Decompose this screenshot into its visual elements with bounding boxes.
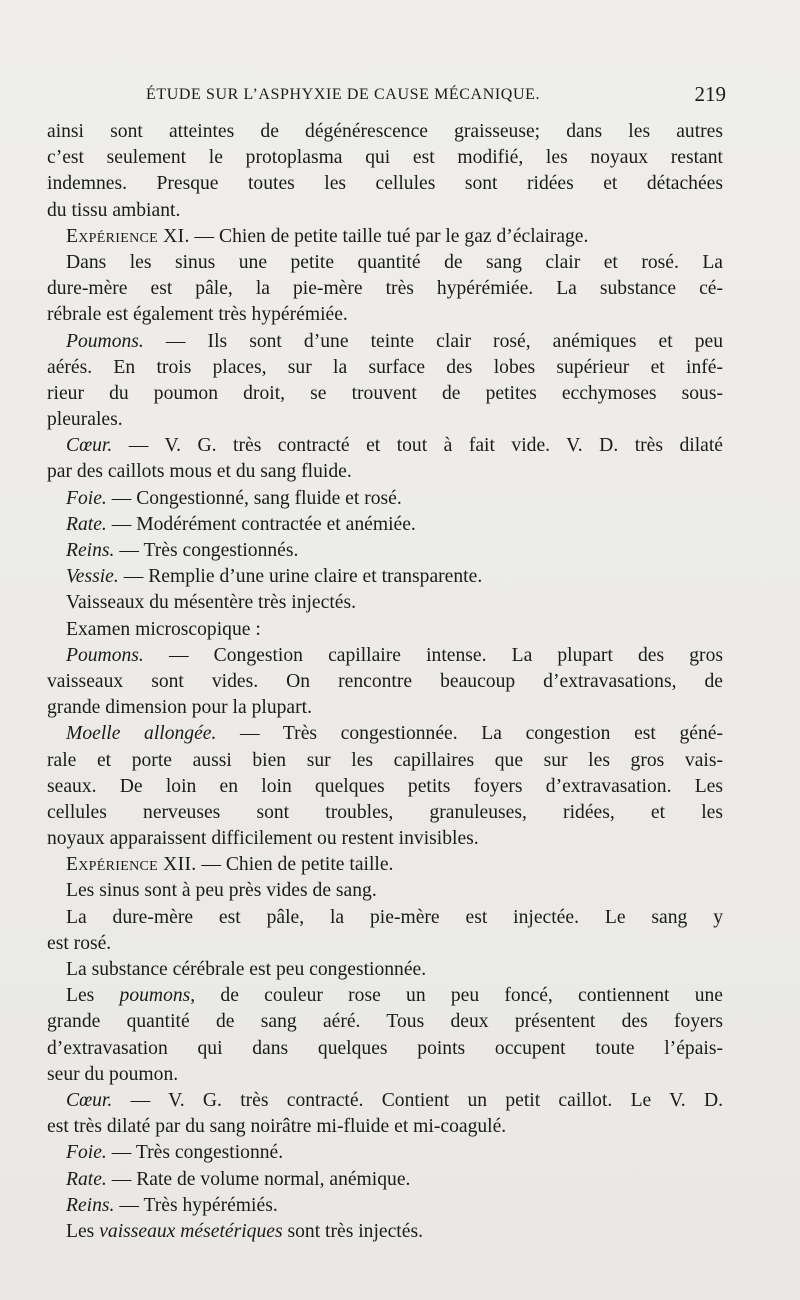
line-text: — V. G. très contracté et tout à fait vide. V. D. très dilaté — [112, 435, 723, 457]
line-text: — Très congestionnés. — [114, 540, 299, 561]
line-text: est rosé. — [47, 932, 112, 954]
line-text: du tissu ambiant. — [47, 199, 181, 221]
line-text: — Très congestionné. — [106, 1142, 284, 1164]
text-line — [47, 905, 723, 931]
line-text: rébrale est également très hypérémiée. — [47, 304, 348, 326]
section-label: Reins. — [66, 540, 115, 561]
text-line — [47, 826, 723, 852]
text-line — [47, 878, 723, 904]
text-line — [47, 329, 723, 355]
line-text: Dans les sinus une petite quantité de sang clair et rosé. La — [66, 251, 723, 273]
page-header — [146, 82, 726, 110]
line-text: — Remplie d’une urine claire et transparente. — [118, 566, 483, 588]
line-text: — Chien de petite taille tué par le gaz d’éclairage. — [189, 225, 589, 247]
text-line — [47, 355, 723, 381]
text-line — [47, 748, 723, 774]
text-line — [47, 250, 723, 276]
line-text: — Chien de petite taille. — [196, 854, 394, 876]
line-text: Examen microscopique : — [66, 618, 261, 640]
line-text: — Très congestionnée. La congestion est géné- — [216, 723, 724, 745]
text-line — [47, 564, 723, 590]
section-label: Cœur. — [66, 435, 113, 457]
text-line — [47, 119, 723, 145]
line-text: grande quantité de sang aéré. Tous deux présentent des foyers — [47, 1011, 723, 1033]
section-label: Cœur. — [66, 1089, 113, 1111]
line-text: Les — [66, 1220, 100, 1242]
text-line — [47, 1088, 723, 1114]
text-line — [47, 1036, 723, 1062]
text-line — [47, 433, 723, 459]
text-line — [47, 1114, 723, 1140]
text-line — [47, 983, 723, 1009]
text-line — [47, 1062, 723, 1088]
line-text: Les sinus sont à peu près vides de sang. — [66, 880, 377, 902]
text-line — [47, 486, 723, 512]
line-text: — Rate de volume normal, anémique. — [106, 1168, 411, 1190]
text-line — [47, 852, 723, 878]
text-line — [47, 695, 723, 721]
text-line — [47, 643, 723, 669]
italic-term: vaisseaux mésetériques — [99, 1220, 283, 1242]
line-text: aérés. En trois places, sur la surface des lobes supérieur et infé- — [47, 356, 723, 378]
text-line — [47, 512, 723, 538]
text-line — [47, 669, 723, 695]
text-line — [47, 171, 723, 197]
section-label: Rate. — [66, 1168, 107, 1190]
italic-term: poumons — [119, 985, 191, 1007]
line-text: La substance cérébrale est peu congestionnée. — [66, 959, 427, 980]
line-text: indemnes. Presque toutes les cellules sont ridées et détachées — [47, 173, 723, 195]
experiment-label: Expérience XI. — [66, 225, 190, 247]
text-line — [47, 1193, 723, 1219]
line-text: — Modérément contractée et anémiée. — [106, 513, 416, 535]
text-line — [47, 381, 723, 407]
line-text: Les — [66, 985, 120, 1007]
line-text: rale et porte aussi bien sur les capillaires que sur les gros vais- — [47, 749, 723, 771]
line-text: — V. G. très contracté. Contient un petit caillot. Le V. D. — [112, 1089, 723, 1111]
page-body-text — [47, 119, 723, 1245]
text-line — [47, 302, 723, 328]
line-text: vaisseaux sont vides. On rencontre beaucoup d’extravasations, de — [47, 670, 723, 692]
text-line — [47, 1219, 723, 1245]
line-text: seaux. De loin en loin quelques petits foyers d’extravasation. Les — [47, 775, 723, 797]
section-label: Vessie. — [66, 566, 119, 588]
text-line — [47, 459, 723, 485]
text-line — [47, 1140, 723, 1166]
text-line — [47, 407, 723, 433]
line-text: sont très injectés. — [282, 1220, 423, 1242]
text-line — [47, 538, 723, 564]
line-text: Vaisseaux du mésentère très injectés. — [66, 592, 356, 614]
page-number: 219 — [694, 82, 726, 106]
line-text: seur du poumon. — [47, 1063, 179, 1085]
line-text: — Congestionné, sang fluide et rosé. — [106, 487, 402, 509]
section-label: Poumons. — [66, 644, 144, 666]
section-label: Foie. — [66, 1142, 107, 1164]
text-line — [47, 1009, 723, 1035]
line-text: — Congestion capillaire intense. La plupart des gros — [143, 644, 723, 666]
line-text: dure-mère est pâle, la pie-mère très hypérémiée. La substance cé- — [47, 278, 723, 300]
line-text: d’extravasation qui dans quelques points occupent toute l’épais- — [47, 1037, 723, 1059]
line-text: La dure-mère est pâle, la pie-mère est injectée. Le sang y — [66, 906, 723, 928]
line-text: rieur du poumon droit, se trouvent de petites ecchymoses sous- — [47, 382, 723, 404]
section-label: Rate. — [66, 513, 107, 535]
text-line — [47, 1167, 723, 1193]
line-text: par des caillots mous et du sang fluide. — [47, 461, 352, 483]
line-text: est très dilaté par du sang noirâtre mi-fluide et mi-coagulé. — [47, 1116, 507, 1138]
line-text: , de couleur rose un peu foncé, contiennent une — [190, 985, 723, 1007]
line-text: cellules nerveuses sont troubles, granuleuses, ridées, et les — [47, 801, 723, 823]
line-text: ainsi sont atteintes de dégénérescence graisseuse; dans les autres — [47, 121, 723, 142]
running-head: ÉTUDE SUR L’ASPHYXIE DE CAUSE MÉCANIQUE. — [146, 86, 541, 103]
line-text: noyaux apparaissent difficilement ou restent invisibles. — [47, 828, 479, 850]
section-label: Reins. — [66, 1194, 115, 1216]
experiment-label: Expérience XII. — [66, 854, 197, 876]
text-line — [47, 800, 723, 826]
section-label: Poumons. — [66, 330, 144, 352]
section-label: Foie. — [66, 487, 107, 509]
text-line — [47, 590, 723, 616]
line-text: pleurales. — [47, 409, 123, 431]
line-text: — Ils sont d’une teinte clair rosé, anémiques et peu — [143, 330, 723, 352]
section-label: Moelle allongée. — [66, 723, 217, 745]
line-text: grande dimension pour la plupart. — [47, 697, 312, 719]
text-line — [47, 224, 723, 250]
text-line — [47, 931, 723, 957]
text-line — [47, 145, 723, 171]
line-text: c’est seulement le protoplasma qui est modifié, les noyaux restant — [47, 147, 723, 169]
line-text: — Très hypérémiés. — [114, 1194, 278, 1216]
text-line — [47, 617, 723, 643]
text-line — [47, 276, 723, 302]
text-line — [47, 721, 723, 747]
text-line — [47, 198, 723, 224]
text-line — [47, 774, 723, 800]
text-line — [47, 957, 723, 983]
